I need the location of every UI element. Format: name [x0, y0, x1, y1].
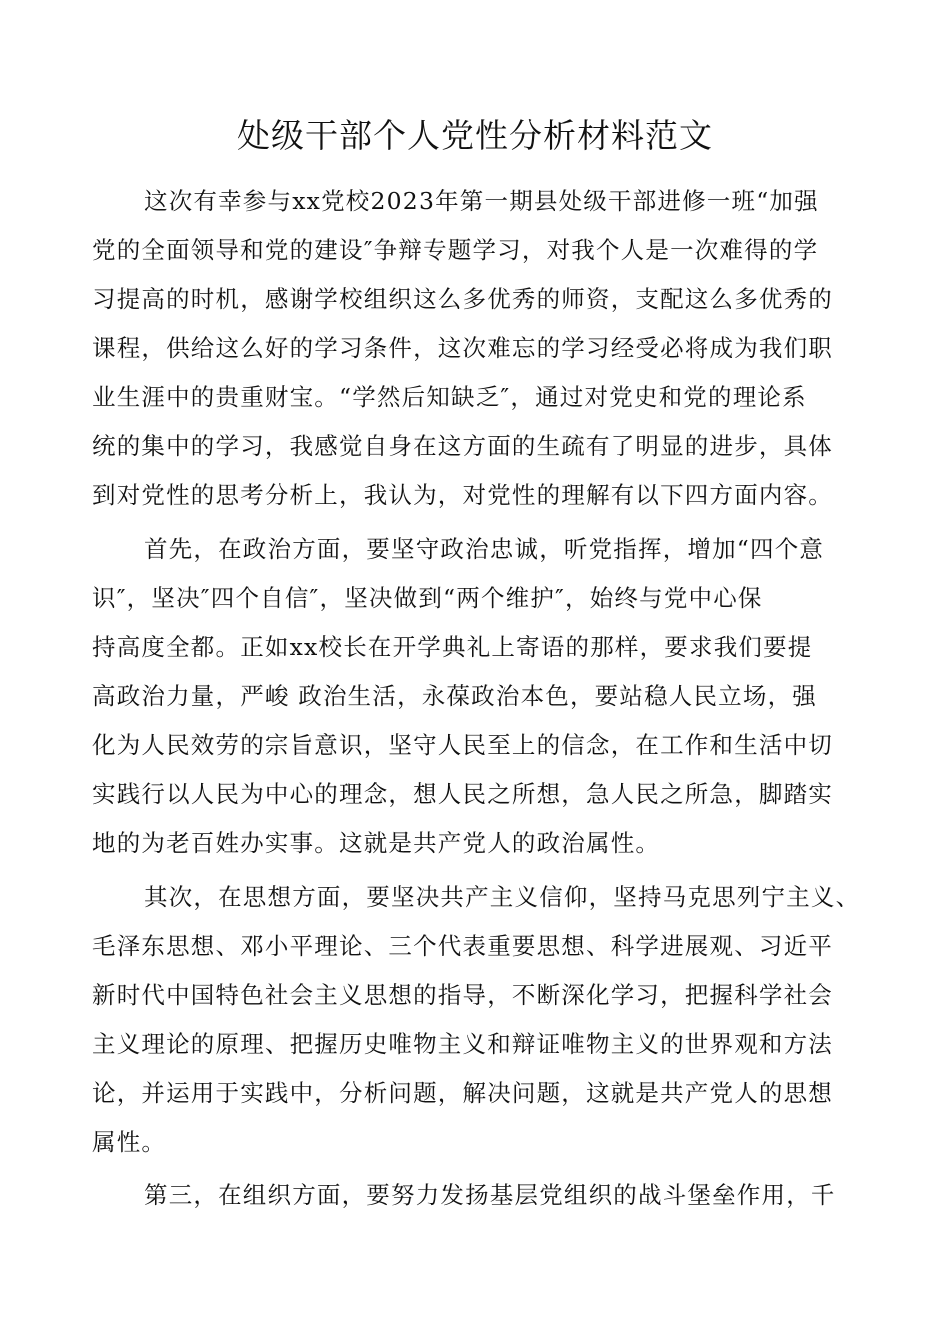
paragraph-line: 识″，坚决″四个自信″，坚决做到“两个维护″，始终与党中心保 — [92, 584, 763, 612]
paragraph-organizational — [92, 1171, 892, 1220]
paragraph-line: 首先，在政治方面，要坚守政治忠诚，听党指挥，增加“四个意 — [144, 535, 825, 563]
paragraph-line: 党的全面领导和党的建设″争辩专题学习，对我个人是一次难得的学 — [92, 236, 819, 264]
paragraph-line: 新时代中国特色社会主义思想的指导，不断深化学习，把握科学社会 — [92, 981, 833, 1009]
paragraph-line: 第三，在组织方面，要努力发扬基层党组织的战斗堡垒作用，千 — [144, 1181, 836, 1209]
paragraph-line: 课程，供给这么好的学习条件，这次难忘的学习经受必将成为我们职 — [92, 334, 833, 362]
paragraph-ideological — [92, 873, 892, 1167]
paragraph-line: 业生涯中的贵重财宝。“学然后知缺乏″，通过对党史和党的理论系 — [92, 383, 807, 411]
paragraph-line: 实践行以人民为中心的理念，想人民之所想，急人民之所急，脚踏实 — [92, 780, 833, 808]
paragraph-line: 统的集中的学习，我感觉自身在这方面的生疏有了明显的进步，具体 — [92, 432, 833, 460]
paragraph-line: 地的为老百姓办实事。这就是共产党人的政治属性。 — [92, 829, 661, 857]
paragraph-line: 毛泽东思想、邓小平理论、三个代表重要思想、科学进展观、习近平 — [92, 932, 833, 960]
paragraph-line: 这次有幸参与xx党校2023年第一期县处级干部进修一班“加强 — [144, 187, 819, 215]
document-title: 处级干部个人党性分析材料范文 — [237, 116, 713, 155]
paragraph-line: 论，并运用于实践中，分析问题，解决问题，这就是共产党人的思想 — [92, 1079, 833, 1107]
paragraph-line: 到对党性的思考分析上，我认为，对党性的理解有以下四方面内容。 — [92, 481, 833, 509]
paragraph-line: 主义理论的原理、把握历史唯物主义和辩证唯物主义的世界观和方法 — [92, 1030, 833, 1058]
paragraph-line: 化为人民效劳的宗旨意识，坚守人民至上的信念，在工作和生活中切 — [92, 731, 833, 759]
paragraph-line: 持高度全都。正如xx校长在开学典礼上寄语的那样，要求我们要提 — [92, 633, 813, 661]
paragraph-intro — [92, 177, 892, 520]
paragraph-line: 其次，在思想方面，要坚决共产主义信仰，坚持马克思列宁主义、 — [144, 883, 861, 911]
paragraph-line: 高政治力量，严峻 政治生活，永葆政治本色，要站稳人民立场，强 — [92, 682, 817, 710]
paragraph-line: 习提高的时机，感谢学校组织这么多优秀的师资，支配这么多优秀的 — [92, 285, 833, 313]
paragraph-line: 属性。 — [92, 1128, 167, 1156]
paragraph-political — [92, 525, 892, 868]
